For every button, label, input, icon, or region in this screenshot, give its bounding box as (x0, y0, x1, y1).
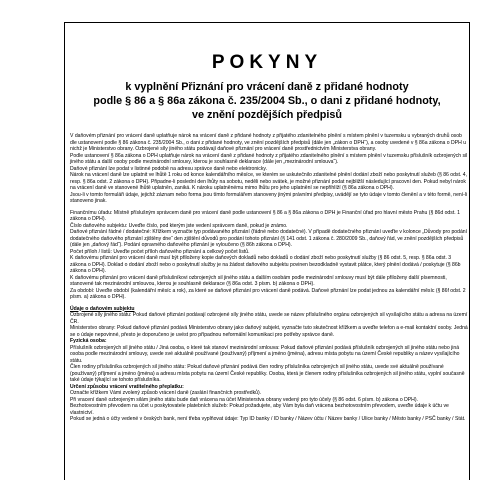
instruction-paragraph: Za období: Uveďte období (kalendářní měsíc a rok), za které se daňové přiznání pro vrácení daně podává. Daňové přiznání lze podat jednou za kalendářní měsíc (§ 86f odst. 2 písm. a) zákona o DPH). (70, 287, 466, 300)
instruction-paragraph: Finančnímu úřadu: Místně příslušným správcem daně pro vrácení daně podle ustanovení § 86 a § 86a zákona o DPH je Finanční úřad pro hlavní město Prahu (§ 86d odst. 1 zákona o DPH). (70, 209, 460, 222)
instruction-paragraph: Ozbrojené síly jiného státu: Pokud daňové přiznání podávají ozbrojené síly jiného státu, uvede se název příslušného orgánu ozbrojených sil vysílajícího státu a adresa na území ČR. (70, 312, 468, 325)
instruction-paragraph: Číslo daňového subjektu: Uveďte číslo, pod kterým jste vedení správcem daně, pokud je známo. (70, 222, 288, 229)
instruction-paragraph: Počet příloh / listů: Uveďte počet příloh daňového přiznání a celkový počet listů. (70, 248, 250, 255)
instruction-paragraph: Člen rodiny příslušníka ozbrojených sil jiného státu: Pokud daňové přiznání podává člen rodiny příslušníka ozbrojených sil jiného státu, uvede své aktuálně používané (používaný) příjmení a jméno (jména) a adresu místa pobytu na území České republiky. Osoba, která je členem rodiny příslušníka ozbrojených sil jiného státu, vyplní současně také údaje týkající se tohoto příslušníka. (70, 364, 465, 383)
intro-paragraph: Jsou-li v tomto formuláři údaje, jejichž záznam nebo forma jsou tímto formulářem stanoveny jinými právními předpisy, uvádějí se tyto údaje v tomto členění a v této formě, není-li stanoveno jinak. (70, 191, 468, 204)
section-heading: Údaje o daňovém subjektu (70, 305, 135, 312)
intro-paragraph: Daňové přiznání lze podat v listinné podobě na adresu správce daně nebo elektronicky. (70, 165, 267, 172)
intro-paragraph: V daňovém přiznání pro vrácení daně uplatňuje nárok na vrácení daně z přidané hodnoty z přijatého zdanitelného plnění s místem plnění v tuzemsku u vybraných druhů osob dle ustanovení podle § 86 zákona č. 235/2004 Sb., o dani z přidané hodnoty, ve znění pozdějších předpisů (dále jen „zákon o DPH“), a osoby uvedené v § 86a zákona o DPH u nichž je Ministerstvo obrany. Ozbrojené síly jiného státu podávají daňové přiznání pro vrácení daně prostřednictvím Ministerstva obrany. (70, 133, 467, 152)
instruction-paragraph: Při vracení daně ozbrojeným silám jiného státu bude daň vrácena na účet Ministerstva obrany vedený pro tyto účely (§ 86 odst. 6 písm. b) zákona o DPH). (70, 396, 418, 403)
heading-line: podle § 86 a § 86a zákona č. 235/2004 Sb., o dani z přidané hodnoty, (93, 95, 441, 107)
document-title: POKYNY (211, 52, 323, 73)
instruction-paragraph: Daňové přiznání řádné / dodatečné: Křížkem vyznačte typ podávaného přiznání (řádné nebo dodatečné). V případě dodatečného přiznání uveďte v kolonce „Důvody pro podání dodatečného daňového přiznání zjištěny dne“ den zjištění důvodů pro podání tohoto přiznání (§ 141 odst. 1 zákona č. 280/2009 Sb., daňový řád, ve znění pozdějších předpisů (dále jen „daňový řád“). Podání opravného daňového přiznání je vyloučeno (§ 86h zákona o DPH). (70, 229, 468, 248)
document-heading (64, 80, 470, 122)
intro-paragraph: Podle ustanovení § 86a zákona o DPH uplatňuje nárok na vrácení daně z přidané hodnoty z přijatého zdanitelného plnění s místem plnění v tuzemsku příslušník ozbrojených sil jiného státu a další osoby podle mezinárodní smlouvy, kterou je souhlasně deklarace (dále jen „mezinárodní smlouva“). (70, 152, 468, 165)
instruction-paragraph: Bezhotovostním převodem na účet u poskytovatele platebních služeb: Pokud požadujete, aby Vám byla daň vrácena bezhotovostním převodem, uveďte údaje k účtu ve vlastnictví. (70, 403, 449, 416)
document-body (70, 133, 468, 423)
instruction-paragraph: Příslušník ozbrojených sil jiného státu / Jiná osoba, o které tak stanoví mezinárodní smlouva: Pokud daňové přiznání podává příslušník ozbrojených sil jiného státu nebo jiná osoba podle mezinárodní smlouvy, uvede své aktuálně používané (používaný) příjmení a jméno (jména), adresu místa pobytu na území České republiky a název vysílajícího státu. (70, 344, 460, 364)
subsection-heading: Určení způsobu vrácení vratitelného přeplatku: (70, 383, 184, 390)
instruction-paragraph: Označte křížkem Vámi zvolený způsob vrácení daně (zaslání finančních prostředků). (70, 390, 262, 396)
heading-line: k vyplnění Přiznání pro vrácení daně z přidané hodnoty (125, 81, 409, 93)
instruction-paragraph: Ministerstvo obrany: Pokud daňové přiznání podává Ministerstvo obrany jako daňový subjekt, vyznačte tuto skutečnost křížkem a uveďte telefon a e-mail kontaktní osoby. Jedná se o údaje nepovinné, přesto je doporučeno je uvést pro případnou neformální komunikaci pro potřeby správce daně. (70, 325, 468, 338)
instruction-paragraph: K daňovému přiznání pro vrácení daně příslušníkovi ozbrojených sil jiného státu a dalším osobám podle mezinárodní smlouvy musí být dále přiloženy další písemnosti, stanovené tak mezinárodní smlouvou, kterou je souhlasně deklarace (§ 86a odst. 3 písm. b) zákona o DPH). (70, 274, 447, 287)
heading-line: ve znění pozdějších předpisů (192, 109, 342, 121)
subsection-heading: Fyzická osoba: (70, 338, 107, 344)
intro-paragraph: Nárok na vrácení daně lze uplatnit ve lhůtě 1 roku od konce kalendářního měsíce, ve kterém se uskutečnilo zdanitelné plnění dodání zboží nebo poskytnutí služeb (§ 86 odst. 4, resp. § 86a odst. 2 zákona o DPH). Připadne-li poslední den lhůty na sobotu, neděli nebo svátek, je možné přiznání podat nejbližší následující pracovní den. Pokud nebyl nárok na vrácení daně ve stanovené lhůtě uplatněn, zaniká. K nároku uplatněnému mimo lhůtu pro jeho uplatnění se nepřihlíží (§ 86a zákona o DPH). (70, 172, 467, 191)
instruction-paragraph: Pokud se jedná o účty vedené v českých bank, není třeba vyplňovat údaje: Typ ID banky / ID banky / Název účtu / Název banky / Ulice banky / Město banky / PSČ banky / Stát. (70, 416, 466, 422)
instruction-paragraph: K daňovému přiznání pro vrácení daně musí být přiloženy kopie daňových dokladů nebo dokladů o dodání zboží nebo poskytnutí služby (§ 86 odst. 5, resp. § 86a odst. 3 zákona o DPH). Doklad o dodání zboží nebo o poskytnutí služby je na žádost daňového subjektu povinen bezodkladně vystavit plátce, který plnění dodává / poskytuje (§ 86b zákona o DPH). (70, 255, 461, 274)
